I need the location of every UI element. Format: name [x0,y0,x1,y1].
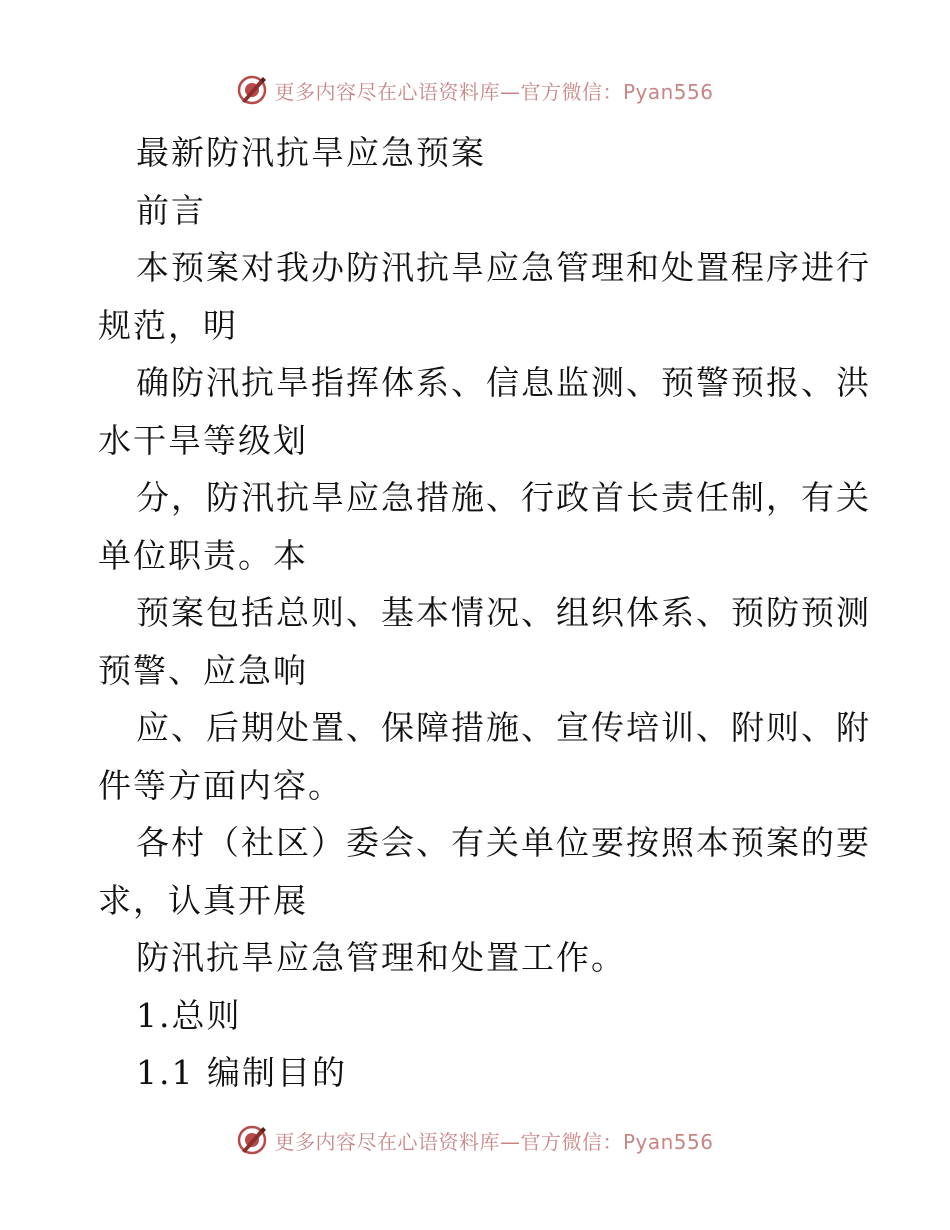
preface-heading: 前言 [136,190,206,230]
footer-watermark [0,1120,950,1160]
paragraph-line: 规范，明 [98,305,238,345]
paragraph-line: 单位职责。本 [98,535,308,575]
paragraph-line: 件等方面内容。 [98,765,343,805]
pen-seal-icon [236,74,268,106]
paragraph-line: 预案包括总则、基本情况、组织体系、预防预测 [136,593,871,632]
paragraph-line: 预警、应急响 [98,650,308,690]
paragraph-line: 水干旱等级划 [98,420,308,460]
paragraph-line: 各村（社区）委会、有关单位要按照本预案的要 [136,823,871,862]
paragraph-line: 本预案对我办防汛抗旱应急管理和处置程序进行 [136,248,871,287]
paragraph-line: 防汛抗旱应急管理和处置工作。 [136,938,626,977]
pen-seal-icon [236,1124,268,1156]
paragraph-line: 分，防汛抗旱应急措施、行政首长责任制，有关 [136,478,871,517]
header-watermark [0,70,950,110]
watermark-text: 更多内容尽在心语资料库—官方微信：Pyan556 [274,1129,714,1154]
subsection-heading: 1.1 编制目的 [136,1053,347,1092]
section-heading: 1.总则 [136,995,242,1035]
paragraph-line: 求，认真开展 [98,880,308,920]
paragraph-line: 确防汛抗旱指挥体系、信息监测、预警预报、洪 [136,363,871,402]
watermark-text: 更多内容尽在心语资料库—官方微信：Pyan556 [274,79,714,104]
paragraph-line: 应、后期处置、保障措施、宣传培训、附则、附 [136,708,871,747]
document-body [98,124,871,1102]
document-title: 最新防汛抗旱应急预案 [136,133,486,172]
